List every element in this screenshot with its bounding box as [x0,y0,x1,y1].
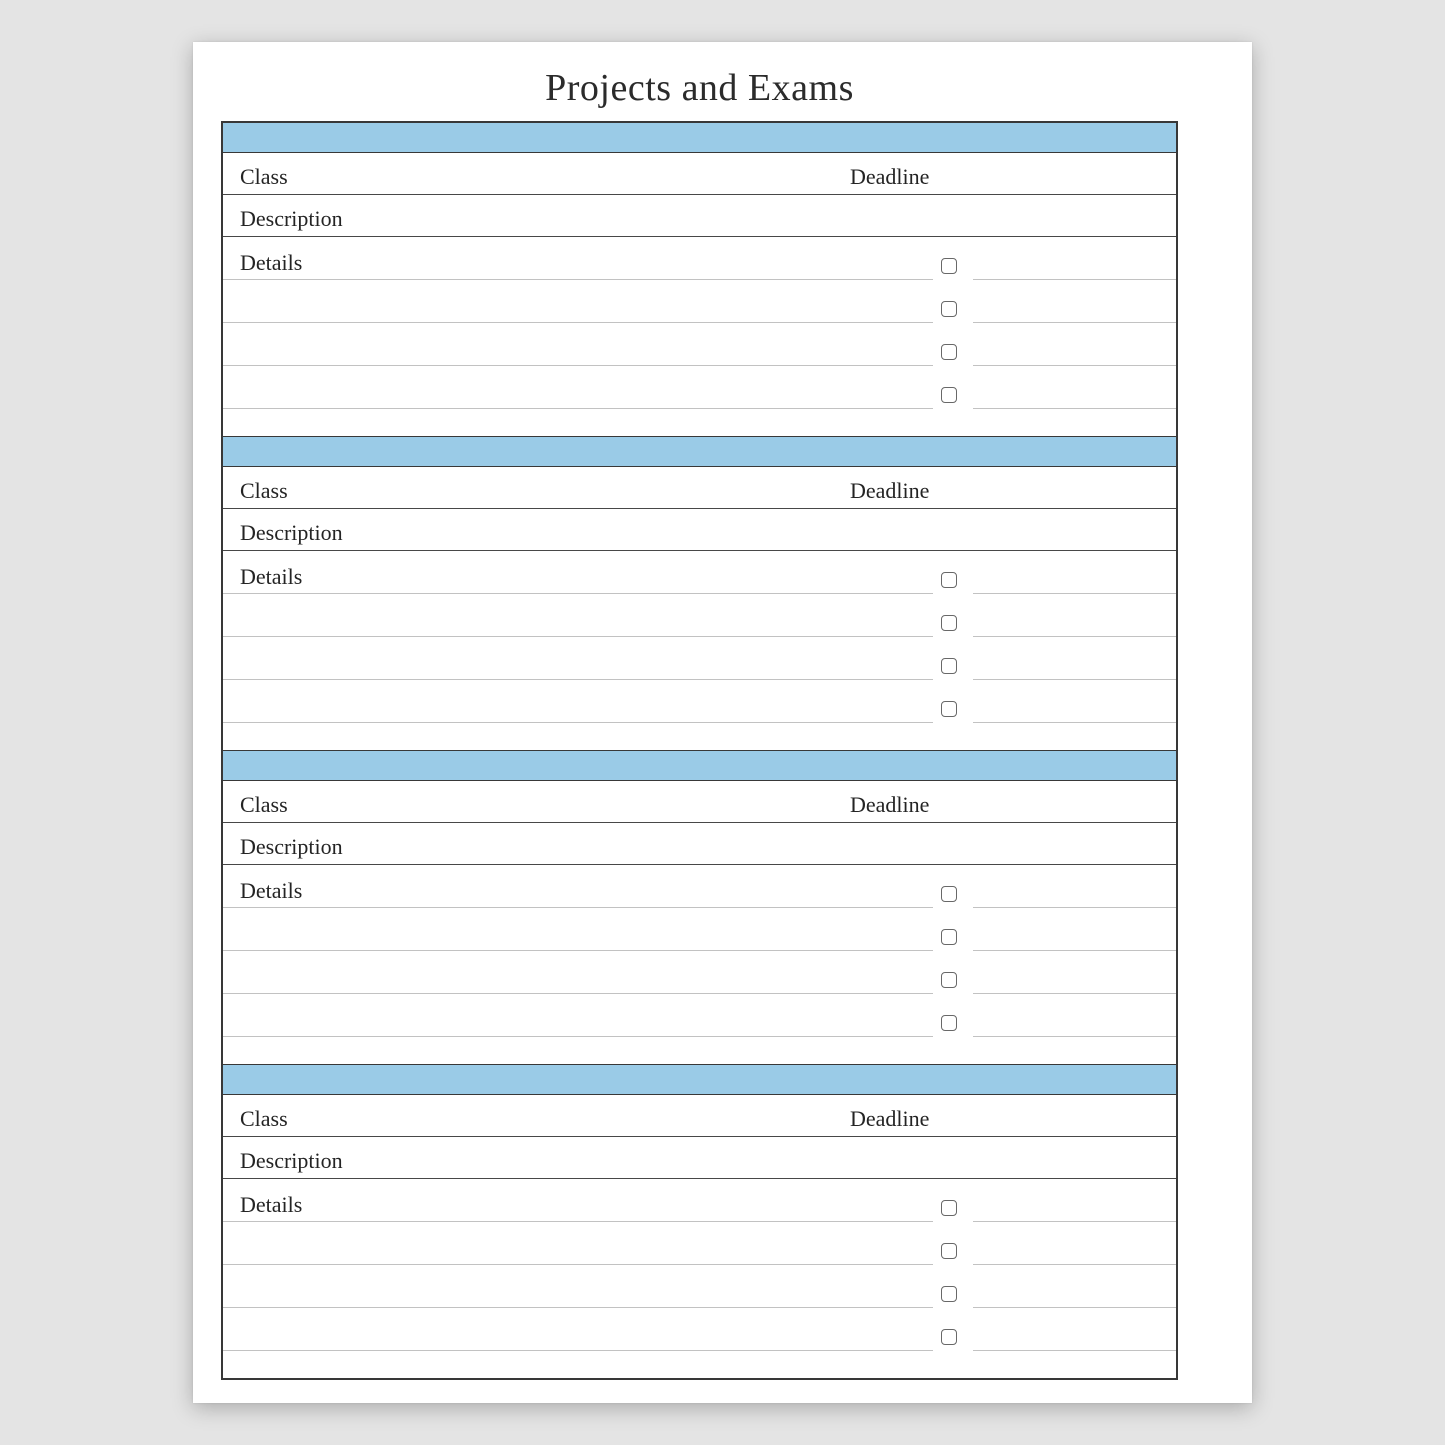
details-row [223,865,1176,908]
class-label: Class [240,478,288,503]
page-title: Projects and Exams [545,67,854,109]
checkbox[interactable] [941,344,957,360]
deadline-label: Deadline [850,164,930,189]
checkbox[interactable] [941,615,957,631]
deadline-label: Deadline [850,792,930,817]
details-row [223,366,1176,409]
details-row [223,1265,1176,1308]
planner-table [221,121,1178,1380]
checkbox[interactable] [941,1286,957,1302]
details-row [223,637,1176,680]
details-row [223,594,1176,637]
details-label: Details [240,564,303,589]
description-row [223,509,1176,551]
write-line [223,408,933,410]
write-line [223,722,933,724]
checkbox[interactable] [941,1243,957,1259]
section-spacer [223,723,1176,750]
class-deadline-row [223,153,1176,195]
section-header-bar [223,1065,1176,1095]
section-header-bar [223,123,1176,153]
checkbox[interactable] [941,1015,957,1031]
checkbox[interactable] [941,387,957,403]
section-spacer [223,1351,1176,1378]
project-section-4 [223,1064,1176,1378]
write-line [973,722,1176,724]
details-row [223,680,1176,723]
project-section-1 [223,123,1176,436]
details-row [223,908,1176,951]
details-row [223,1179,1176,1222]
details-row [223,551,1176,594]
description-row [223,195,1176,237]
section-spacer [223,409,1176,436]
section-header-bar [223,751,1176,781]
checkbox[interactable] [941,886,957,902]
class-deadline-row [223,1095,1176,1137]
checkbox[interactable] [941,701,957,717]
class-label: Class [240,792,288,817]
write-line [973,1350,1176,1352]
checkbox[interactable] [941,929,957,945]
description-label: Description [240,834,343,859]
deadline-label: Deadline [850,1106,930,1131]
details-row [223,1308,1176,1351]
details-row [223,994,1176,1037]
details-label: Details [240,250,303,275]
checkbox[interactable] [941,258,957,274]
checkbox[interactable] [941,658,957,674]
section-header-bar [223,437,1176,467]
project-section-3 [223,750,1176,1064]
deadline-label: Deadline [850,478,930,503]
description-label: Description [240,1148,343,1173]
details-row [223,323,1176,366]
checkbox[interactable] [941,1200,957,1216]
write-line [973,1036,1176,1038]
details-label: Details [240,1192,303,1217]
paper-page [193,42,1252,1403]
description-row [223,1137,1176,1179]
checkbox[interactable] [941,1329,957,1345]
checkbox[interactable] [941,572,957,588]
description-row [223,823,1176,865]
details-row [223,951,1176,994]
checkbox[interactable] [941,972,957,988]
details-label: Details [240,878,303,903]
details-row [223,237,1176,280]
class-label: Class [240,1106,288,1131]
class-label: Class [240,164,288,189]
description-label: Description [240,206,343,231]
write-line [973,408,1176,410]
write-line [223,1350,933,1352]
class-deadline-row [223,467,1176,509]
details-row [223,280,1176,323]
section-spacer [223,1037,1176,1064]
class-deadline-row [223,781,1176,823]
checkbox[interactable] [941,301,957,317]
description-label: Description [240,520,343,545]
write-line [223,1036,933,1038]
details-row [223,1222,1176,1265]
project-section-2 [223,436,1176,750]
